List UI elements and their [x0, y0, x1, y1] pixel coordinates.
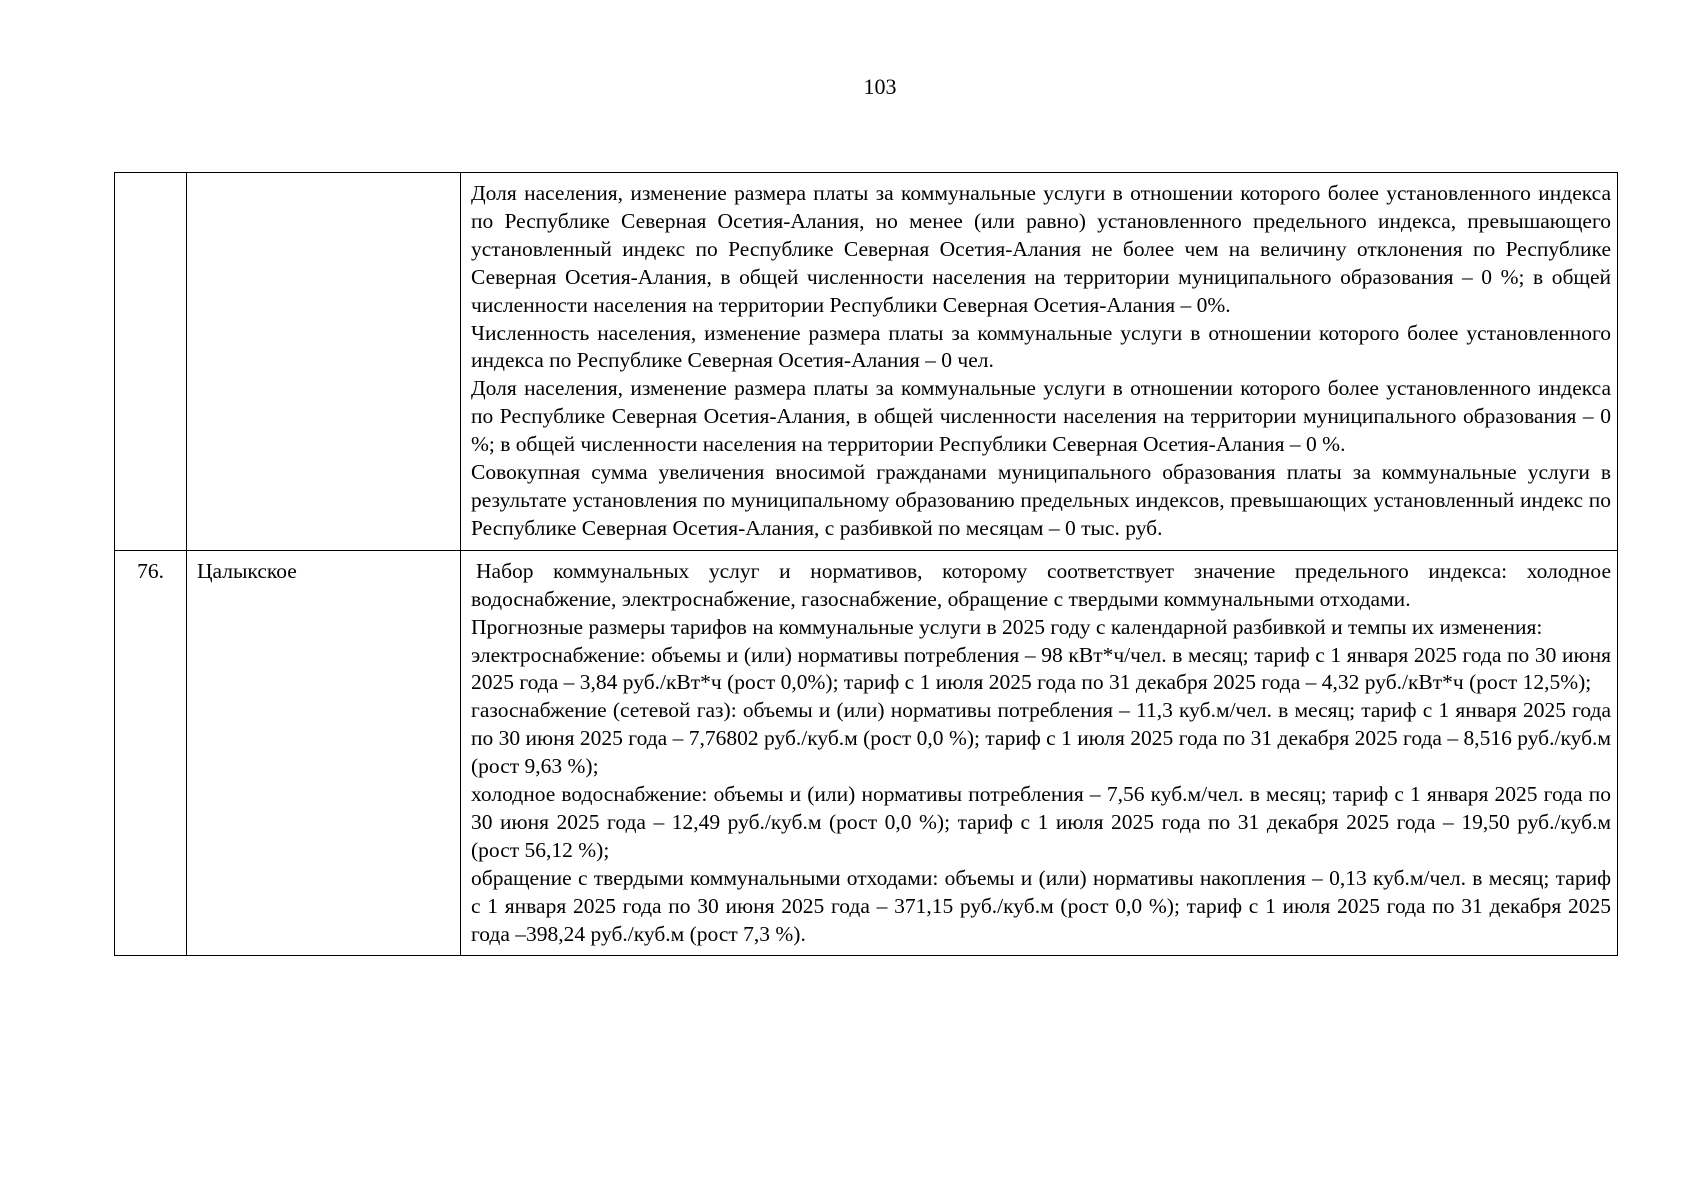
row-number-cell — [115, 173, 187, 551]
paragraph: Доля населения, изменение размера платы за коммунальные услуги в отношении которого более установленного индекса по Республике Северная Осетия-Алания, но менее (или равно) установленного предельного индекса, превышающего установленный индекс по Республике Северная Осетия-Алания не более чем на величину отклонения по Республике Северная Осетия-Алания, в общей численности населения на территории муниципального образования – 0 %; в общей численности населения на территории Республики Северная Осетия-Алания – 0%. — [471, 181, 1611, 317]
table-row — [115, 550, 1618, 956]
paragraph: газоснабжение (сетевой газ): объемы и (или) нормативы потребления – 11,3 куб.м/чел. в месяц; тариф с 1 января 2025 года по 30 июня 2025 года – 7,76802 руб./куб.м (рост 0,0 %); тариф с 1 июля 2025 года по 31 декабря 2025 года – 8,516 руб./куб.м (рост 9,63 %); — [471, 698, 1611, 779]
municipality-name-cell — [187, 173, 461, 551]
tariff-table — [114, 172, 1618, 956]
table-row — [115, 173, 1618, 551]
paragraph: Совокупная сумма увеличения вносимой гражданами муниципального образования платы за коммунальные услуги в результате установления по муниципальному образованию предельных индексов, превышающих установленный индекс по Республике Северная Осетия-Алания, с разбивкой по месяцам – 0 тыс. руб. — [471, 460, 1611, 540]
row-number-cell: 76. — [115, 550, 187, 956]
paragraph: Набор коммунальных услуг и нормативов, которому соответствует значение предельного индекса: холодное водоснабжение, электроснабжение, газоснабжение, обращение с твердыми коммунальными отходами. — [471, 558, 1611, 611]
paragraph: холодное водоснабжение: объемы и (или) нормативы потребления – 7,56 куб.м/чел. в месяц; тариф с 1 января 2025 года по 30 июня 2025 года – 12,49 руб./куб.м (рост 0,0 %); тариф с 1 июля 2025 года по 31 декабря 2025 года – 19,50 руб./куб.м (рост 56,12 %); — [471, 782, 1611, 862]
paragraph: Численность населения, изменение размера платы за коммунальные услуги в отношении которого более установленного индекса по Республике Северная Осетия-Алания – 0 чел. — [471, 320, 1611, 373]
paragraph: электроснабжение: объемы и (или) нормативы потребления – 98 кВт*ч/чел. в месяц; тариф с 1 января 2025 года по 30 июня 2025 года – 3,84 руб./кВт*ч (рост 0,0%); тариф с 1 июля 2025 года по 31 декабря 2025 года – 4,32 руб./кВт*ч (рост 12,5%); — [471, 642, 1611, 695]
municipality-name-cell: Цалыкское — [187, 550, 461, 956]
description-cell — [461, 173, 1618, 551]
description-cell — [461, 550, 1618, 956]
paragraph: обращение с твердыми коммунальными отходами: объемы и (или) нормативы накопления – 0,13 куб.м/чел. в месяц; тариф с 1 января 2025 года по 30 июня 2025 года – 371,15 руб./куб.м (рост 0,0 %); тариф с 1 июля 2025 года по 31 декабря 2025 года –398,24 руб./куб.м (рост 7,3 %). — [471, 865, 1611, 946]
paragraph: Доля населения, изменение размера платы за коммунальные услуги в отношении которого более установленного индекса по Республике Северная Осетия-Алания, в общей численности населения на территории муниципального образования – 0 %; в общей численности населения на территории Республики Северная Осетия-Алания – 0 %. — [471, 376, 1611, 457]
paragraph: Прогнозные размеры тарифов на коммунальные услуги в 2025 году с календарной разбивкой и темпы их изменения: — [471, 614, 1543, 639]
page-number: 103 — [863, 74, 897, 99]
